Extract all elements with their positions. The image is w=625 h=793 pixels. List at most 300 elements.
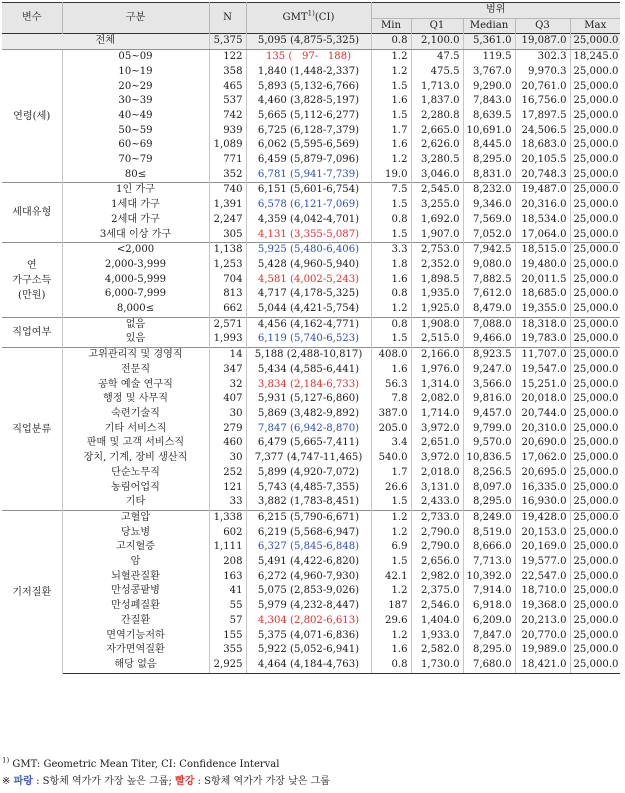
cell-q1: 2,546.0: [411, 599, 463, 614]
cell-n: 465: [209, 80, 246, 95]
table-row: [2, 495, 620, 510]
cell-median: 8,295.0: [463, 153, 515, 168]
row-category: 당뇨병: [62, 526, 209, 541]
cell-min: 1.2: [371, 629, 411, 644]
table-row: [2, 80, 620, 95]
cell-q3: 20,761.0: [515, 80, 570, 95]
cell-n: 30: [209, 407, 246, 422]
cell-median: 7,843.0: [463, 94, 515, 109]
cell-max: 25,000.0: [573, 199, 619, 211]
cell-min: 1.5: [371, 80, 411, 95]
cell-median: 6,209.0: [463, 614, 515, 629]
table-row: [2, 258, 620, 273]
footnote: [2, 756, 330, 773]
cell-q1: 2,582.0: [411, 643, 463, 658]
cell-median: 7,569.0: [463, 213, 515, 228]
row-category: 간질환: [62, 614, 209, 629]
cell-median: 9,816.0: [463, 392, 515, 407]
table-row: [2, 526, 620, 541]
cell-min: 1.6: [371, 94, 411, 109]
row-group-label: 직업여부: [2, 317, 62, 347]
row-category: 20~29: [62, 80, 209, 95]
row-category: 행정 및 사무직: [62, 392, 209, 407]
cell-q1: 2,018.0: [411, 466, 463, 481]
row-category: 2,000-3,999: [62, 258, 209, 273]
row-category: 6,000-7,999: [62, 287, 209, 302]
cell-max: 25,000.0: [573, 496, 619, 508]
cell-median: 6,918.0: [463, 599, 515, 614]
cell-min: 1.6: [371, 643, 411, 658]
table-row: [2, 658, 620, 673]
cell-q3: 16,930.0: [515, 495, 570, 510]
cell-n: 121: [209, 481, 246, 496]
cell-gmt: 4,464 (4,184-4,763): [246, 658, 371, 673]
header-n: N: [209, 3, 246, 34]
header-max: Max: [570, 18, 620, 34]
row-category: 판매 및 고객 서비스직: [62, 436, 209, 451]
cell-max: 25,000.0: [573, 600, 619, 612]
legend-red-desc: : S항체 역가가 가장 낮은 그룹: [197, 776, 330, 787]
row-category: 고혈압: [62, 510, 209, 525]
row-category: 있음: [62, 332, 209, 347]
cell-gmt: 3,882 (1,783-8,451): [246, 495, 371, 510]
cell-n: 1,089: [209, 138, 246, 153]
cell-min: 1.6: [371, 138, 411, 153]
cell-max: 25,000.0: [573, 273, 619, 285]
cell-gmt: 5,979 (4,232-8,447): [246, 599, 371, 614]
cell-q1: 2,753.0: [411, 243, 463, 258]
cell-gmt: 5,434 (4,585-6,441): [246, 363, 371, 378]
cell-n: 2,571: [209, 317, 246, 332]
cell-min: 19.0: [371, 168, 411, 183]
table-row: [2, 570, 620, 585]
cell-min: 0.8: [371, 213, 411, 228]
cell-q1: 2,433.0: [411, 495, 463, 510]
table-row: [2, 287, 620, 302]
table-row: [2, 213, 620, 228]
cell-q3: 16,756.0: [515, 94, 570, 109]
cell-n: 57: [209, 614, 246, 629]
cell-max: 25,000.0: [573, 437, 619, 449]
cell-n: 2,925: [209, 658, 246, 673]
cell-q1: 1,730.0: [411, 658, 463, 673]
cell-q1: 3,972.0: [411, 451, 463, 466]
cell-gmt: 5,428 (4,960-5,940): [246, 258, 371, 273]
cell-n: 155: [209, 629, 246, 644]
cell-median: 8,295.0: [463, 643, 515, 658]
cell-max: 25,000.0: [573, 109, 619, 121]
cell-gmt: 4,304 (2,802-6,613): [246, 614, 371, 629]
cell-q1: 1,692.0: [411, 213, 463, 228]
cell-min: 1.6: [371, 363, 411, 378]
row-category: 만성콩팥병: [62, 584, 209, 599]
row-category: 장치, 기계, 장비 생산직: [62, 451, 209, 466]
cell-median: 10,691.0: [463, 124, 515, 139]
cell-q3: 20,169.0: [515, 540, 570, 555]
cell-n: 358: [209, 65, 246, 80]
cell-q3: 20,695.0: [515, 466, 570, 481]
row-group-label: 연령(세): [2, 50, 62, 183]
cell-q3: 20,018.0: [515, 392, 570, 407]
cell-gmt: 6,151 (5,601-6,754): [246, 183, 371, 198]
cell-q3: 19,487.0: [515, 183, 570, 198]
cell-gmt: 6,272 (4,960-7,930): [246, 570, 371, 585]
total-q1: 2,100.0: [411, 34, 463, 50]
cell-median: 8,519.0: [463, 526, 515, 541]
row-category: 뇌혈관질환: [62, 570, 209, 585]
row-category: 만성폐질환: [62, 599, 209, 614]
cell-gmt: 5,931 (5,127-6,860): [246, 392, 371, 407]
cell-q3: 20,748.3: [515, 168, 570, 183]
row-category: 1인 가구: [62, 183, 209, 198]
cell-max: 25,000.0: [573, 452, 619, 464]
cell-n: 41: [209, 584, 246, 599]
cell-n: 252: [209, 466, 246, 481]
cell-median: 8,479.0: [463, 302, 515, 317]
cell-gmt: 4,717 (4,178-5,325): [246, 287, 371, 302]
cell-gmt: 4,131 (3,355-5,087): [246, 228, 371, 243]
cell-median: 7,052.0: [463, 228, 515, 243]
cell-max: 25,000.0: [573, 644, 619, 656]
cell-q3: 18,710.0: [515, 584, 570, 599]
table-row: [2, 228, 620, 243]
table-row: [2, 614, 620, 629]
cell-max: 25,000.0: [570, 317, 620, 332]
cell-max: 25,000.0: [573, 258, 619, 270]
cell-gmt: 6,219 (5,568-6,947): [246, 526, 371, 541]
header-variable: 변수: [2, 3, 62, 34]
legend-red-word: 빨강: [175, 776, 195, 787]
cell-min: 1.6: [371, 273, 411, 288]
cell-gmt: 6,479 (5,665-7,411): [246, 436, 371, 451]
cell-q1: 1,908.0: [411, 317, 463, 332]
cell-n: 347: [209, 363, 246, 378]
cell-gmt: 5,899 (4,920-7,072): [246, 466, 371, 481]
cell-median: 9,080.0: [463, 258, 515, 273]
cell-q3: 19,368.0: [515, 599, 570, 614]
table-row: [2, 65, 620, 80]
cell-max: 25,000.0: [573, 556, 619, 568]
row-category: 농림어업직: [62, 481, 209, 496]
header-q1: Q1: [411, 18, 463, 34]
table-row: [2, 124, 620, 139]
cell-n: 2,247: [209, 213, 246, 228]
cell-n: 122: [209, 50, 246, 65]
cell-n: 1,391: [209, 198, 246, 213]
cell-q1: 1,925.0: [411, 302, 463, 317]
cell-median: 3,566.0: [463, 378, 515, 393]
cell-gmt: 6,119 (5,740-6,523): [246, 332, 371, 347]
cell-q3: 9,970.3: [515, 65, 570, 80]
cell-q3: 19,989.0: [515, 643, 570, 658]
row-category: 70~79: [62, 153, 209, 168]
row-group-label: 연 가구소득 (만원): [2, 243, 62, 318]
cell-min: 1.2: [371, 510, 411, 525]
cell-n: 33: [209, 495, 246, 510]
cell-min: 1.2: [371, 50, 411, 65]
cell-max: 25,000.0: [573, 363, 619, 375]
header-gmt-label: GMT: [282, 11, 308, 23]
cell-min: 1.5: [371, 109, 411, 124]
cell-q1: 1,314.0: [411, 378, 463, 393]
cell-max: 25,000.0: [573, 570, 619, 582]
total-min: 0.8: [371, 34, 411, 50]
cell-min: 1.5: [371, 555, 411, 570]
cell-max: 25,000.0: [573, 80, 619, 92]
cell-median: 9,466.0: [463, 332, 515, 347]
cell-max: 25,000.0: [570, 510, 620, 525]
cell-n: 279: [209, 422, 246, 437]
footnote-text: GMT: Geometric Mean Titer, CI: Confidence Interval: [12, 759, 280, 770]
cell-gmt: 5,922 (5,052-6,941): [246, 643, 371, 658]
cell-q1: 1,898.5: [411, 273, 463, 288]
cell-q3: 17,064.0: [515, 228, 570, 243]
row-category: 80≤: [62, 168, 209, 183]
row-category: 8,000≤: [62, 302, 209, 317]
cell-median: 9,799.0: [463, 422, 515, 437]
row-category: 숙련기술직: [62, 407, 209, 422]
cell-q1: 2,375.0: [411, 584, 463, 599]
cell-max: 25,000.0: [573, 228, 619, 240]
cell-gmt: 4,460 (3,828-5,197): [246, 94, 371, 109]
cell-q1: 2,280.8: [411, 109, 463, 124]
cell-q3: 20,310.0: [515, 422, 570, 437]
table-body: [2, 34, 620, 673]
cell-q1: 2,665.0: [411, 124, 463, 139]
table-row: [2, 302, 620, 317]
cell-gmt: 6,578 (6,121-7,069): [246, 198, 371, 213]
table-row: [2, 243, 620, 258]
cell-q3: 20,770.0: [515, 629, 570, 644]
row-category: 전문직: [62, 363, 209, 378]
cell-q1: 1,933.0: [411, 629, 463, 644]
cell-n: 1,253: [209, 258, 246, 273]
cell-q3: 20,690.0: [515, 436, 570, 451]
table-row: [2, 153, 620, 168]
cell-max: 25,000.0: [573, 95, 619, 107]
cell-q1: 3,131.0: [411, 481, 463, 496]
cell-n: 704: [209, 273, 246, 288]
cell-gmt: 6,781 (5,941-7,739): [246, 168, 371, 183]
table-row: [2, 198, 620, 213]
row-group-label: 직업분류: [2, 348, 62, 511]
row-category: 암: [62, 555, 209, 570]
cell-max: 25,000.0: [573, 629, 619, 641]
cell-max: 25,000.0: [573, 407, 619, 419]
cell-max: 25,000.0: [570, 183, 620, 198]
cell-max: 25,000.0: [573, 466, 619, 478]
cell-q3: 20,744.0: [515, 407, 570, 422]
cell-q1: 3,255.0: [411, 198, 463, 213]
cell-median: 8,097.0: [463, 481, 515, 496]
cell-gmt: 135 ( 97- 188): [246, 50, 371, 65]
cell-gmt: 4,359 (4,042-4,701): [246, 213, 371, 228]
table-row: [2, 109, 620, 124]
cell-q1: 1,837.0: [411, 94, 463, 109]
header-median: Median: [463, 18, 515, 34]
cell-max: 25,000.0: [573, 378, 619, 390]
row-category: 1세대 가구: [62, 198, 209, 213]
cell-min: 1.7: [371, 124, 411, 139]
table-row: [2, 510, 620, 525]
cell-n: 813: [209, 287, 246, 302]
cell-min: 1.5: [371, 495, 411, 510]
cell-q3: 17,062.0: [515, 451, 570, 466]
table-row: [2, 363, 620, 378]
header-gmt: [246, 3, 371, 34]
cell-n: 352: [209, 168, 246, 183]
cell-max: 25,000.0: [573, 541, 619, 553]
cell-median: 10,392.0: [463, 570, 515, 585]
table-row: [2, 629, 620, 644]
cell-median: 7,088.0: [463, 317, 515, 332]
cell-min: 1.2: [371, 584, 411, 599]
cell-q1: 2,082.0: [411, 392, 463, 407]
row-category: 50~59: [62, 124, 209, 139]
cell-max: 18,245.0: [573, 51, 619, 63]
row-category: 기타: [62, 495, 209, 510]
cell-n: 305: [209, 228, 246, 243]
row-category: 면역기능저하: [62, 629, 209, 644]
cell-q3: 18,683.0: [515, 138, 570, 153]
row-category: 2세대 가구: [62, 213, 209, 228]
cell-min: 0.8: [371, 317, 411, 332]
cell-q1: 2,352.0: [411, 258, 463, 273]
cell-median: 9,346.0: [463, 198, 515, 213]
cell-q1: 47.5: [411, 50, 463, 65]
cell-median: 7,612.0: [463, 287, 515, 302]
table-row: [2, 50, 620, 65]
row-category: 공학 예술 연구직: [62, 378, 209, 393]
cell-q1: 1,976.0: [411, 363, 463, 378]
header-category: 구분: [62, 3, 209, 34]
cell-max: 25,000.0: [573, 481, 619, 493]
cell-median: 8,831.0: [463, 168, 515, 183]
cell-median: 7,847.0: [463, 629, 515, 644]
cell-median: 7,942.5: [463, 243, 515, 258]
cell-median: 3,767.0: [463, 65, 515, 80]
legend-blue-word: 파랑: [13, 776, 33, 787]
cell-q3: 24,506.5: [515, 124, 570, 139]
cell-max: 25,000.0: [573, 139, 619, 151]
table-row: [2, 183, 620, 198]
cell-q1: 2,166.0: [411, 348, 463, 363]
table-row: [2, 94, 620, 109]
cell-min: 3.3: [371, 243, 411, 258]
cell-gmt: 5,375 (4,071-6,836): [246, 629, 371, 644]
cell-gmt: 5,743 (4,485-7,355): [246, 481, 371, 496]
cell-n: 537: [209, 94, 246, 109]
cell-q3: 302.3: [515, 50, 570, 65]
row-group-label: 기저질환: [2, 510, 62, 673]
cell-median: 10,836.5: [463, 451, 515, 466]
cell-n: 407: [209, 392, 246, 407]
row-group-label: 세대유형: [2, 183, 62, 243]
cell-q3: 19,355.0: [515, 302, 570, 317]
cell-gmt: 5,044 (4,421-5,754): [246, 302, 371, 317]
total-q3: 19,087.0: [515, 34, 570, 50]
cell-max: 25,000.0: [573, 303, 619, 315]
gmt-statistics-table: [2, 2, 620, 674]
cell-max: 25,000.0: [573, 333, 619, 345]
cell-median: 9,290.0: [463, 80, 515, 95]
cell-median: 8,639.5: [463, 109, 515, 124]
cell-q1: 2,545.0: [411, 183, 463, 198]
cell-q1: 3,280.5: [411, 153, 463, 168]
cell-q3: 18,318.0: [515, 317, 570, 332]
row-category: 고지혈증: [62, 540, 209, 555]
cell-q1: 2,733.0: [411, 510, 463, 525]
cell-max: 25,000.0: [570, 348, 620, 363]
total-gmt: 5,095 (4,875-5,325): [246, 34, 371, 50]
cell-n: 740: [209, 183, 246, 198]
cell-gmt: 6,062 (5,595-6,569): [246, 138, 371, 153]
table-row: [2, 422, 620, 437]
table-row: [2, 273, 620, 288]
row-category: 3세대 이상 가구: [62, 228, 209, 243]
cell-q3: 18,421.0: [515, 658, 570, 673]
cell-n: 163: [209, 570, 246, 585]
cell-min: 1.8: [371, 258, 411, 273]
cell-median: 119.5: [463, 50, 515, 65]
cell-gmt: 5,869 (3,482-9,892): [246, 407, 371, 422]
cell-max: 25,000.0: [573, 526, 619, 538]
cell-max: 25,000.0: [570, 658, 620, 673]
cell-gmt: 5,491 (4,422-6,820): [246, 555, 371, 570]
footnote-mark: 1): [2, 756, 10, 765]
cell-n: 55: [209, 599, 246, 614]
cell-min: 408.0: [371, 348, 411, 363]
cell-n: 939: [209, 124, 246, 139]
cell-n: 208: [209, 555, 246, 570]
cell-min: 0.8: [371, 287, 411, 302]
table-row: [2, 378, 620, 393]
cell-q1: 3,972.0: [411, 422, 463, 437]
color-legend: [2, 773, 330, 790]
row-category: 없음: [62, 317, 209, 332]
cell-gmt: 6,459 (5,879-7,096): [246, 153, 371, 168]
cell-q3: 19,428.0: [515, 510, 570, 525]
cell-gmt: 5,075 (2,853-9,026): [246, 584, 371, 599]
cell-n: 14: [209, 348, 246, 363]
cell-median: 8,666.0: [463, 540, 515, 555]
legend-prefix: ※: [2, 776, 11, 787]
cell-gmt: 5,893 (5,132-6,766): [246, 80, 371, 95]
table-row: [2, 138, 620, 153]
cell-q1: 1,713.0: [411, 80, 463, 95]
header-gmt-footnote-mark: 1): [307, 9, 315, 18]
cell-q1: 2,790.0: [411, 540, 463, 555]
cell-q1: 2,790.0: [411, 526, 463, 541]
table-notes: [2, 756, 330, 790]
cell-q3: 20,105.5: [515, 153, 570, 168]
cell-gmt: 4,456 (4,162-4,771): [246, 317, 371, 332]
table-row: [2, 317, 620, 332]
table-row: [2, 584, 620, 599]
cell-median: 7,713.0: [463, 555, 515, 570]
cell-n: 1,993: [209, 332, 246, 347]
cell-max: 25,000.0: [573, 614, 619, 626]
header-q3: Q3: [515, 18, 570, 34]
table-row: [2, 481, 620, 496]
cell-q3: 18,515.0: [515, 243, 570, 258]
cell-max: 25,000.0: [573, 168, 619, 180]
cell-gmt: 6,215 (5,790-6,671): [246, 510, 371, 525]
cell-q1: 1,935.0: [411, 287, 463, 302]
cell-median: 8,256.5: [463, 466, 515, 481]
cell-q3: 18,534.0: [515, 213, 570, 228]
cell-q1: 3,046.0: [411, 168, 463, 183]
